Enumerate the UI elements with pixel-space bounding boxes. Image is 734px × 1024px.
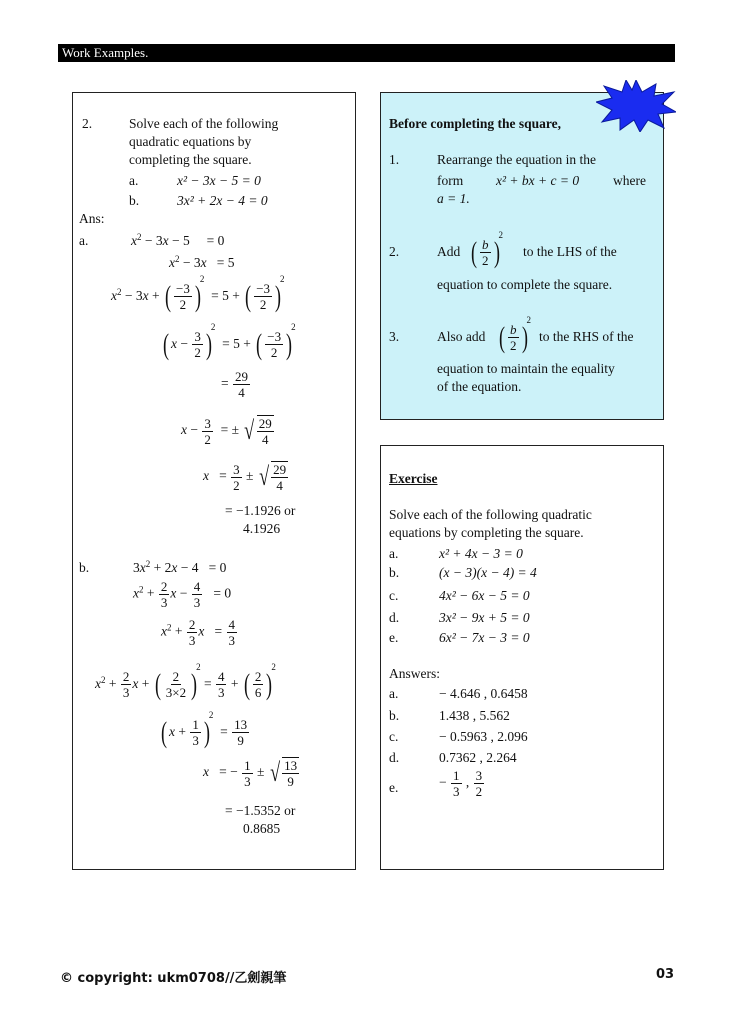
answer-value: − 4.646 , 0.6458 (439, 686, 528, 701)
a-step-5: = $\frac{29}{4}$ (221, 369, 248, 400)
step-3-number: 3. (389, 329, 400, 344)
b-step-1: $3x^2 + 2x - 4 = 0$ (133, 559, 227, 575)
question-b-label: b. (129, 193, 140, 208)
step-1-equation: x² + bx + c = 0 (496, 173, 580, 188)
answer-label: d. (389, 750, 400, 765)
answer-e-value: − $\frac{1}{3}$ , $\frac{3}{2}$ (439, 768, 483, 799)
step-1-form: form (437, 173, 464, 188)
question-line-3: completing the square. (129, 152, 252, 167)
exercise-label: a. (389, 546, 399, 561)
exercise-intro-1: Solve each of the following quadratic (389, 507, 592, 522)
worked-example-box (72, 92, 356, 870)
header-title: Work Examples. (62, 45, 149, 60)
b-step-5: ( x + $\frac{1}{3}$ )2 = $\frac{13}{9}$ (161, 710, 248, 749)
exercise-label: d. (389, 610, 400, 625)
answer-label: e. (389, 780, 399, 795)
tips-box (380, 92, 664, 420)
a-step-3: $x^2 - 3x$ + ( $\frac{-3}{2}$ )2 = 5 + ( $\frac{-3}{2}$ )2 (111, 274, 285, 313)
a-step-6: x − $\frac{3}{2}$ = ± √ $\frac{29}{4}$ (181, 415, 272, 447)
step-2-number: 2. (389, 244, 400, 259)
exercise-equation: x² + 4x − 3 = 0 (439, 546, 523, 561)
step-2-rest: to the LHS of the (523, 244, 617, 259)
copyright-text: © copyright: ukm0708//乙劍親筆 (60, 971, 287, 986)
question-number: 2. (82, 116, 93, 131)
exercise-equation: (x − 3)(x − 4) = 4 (439, 565, 537, 580)
exercise-label: e. (389, 630, 399, 645)
answer-value: 0.7362 , 2.264 (439, 750, 517, 765)
b-result-line-1: = −1.5352 or (225, 803, 296, 818)
question-a-equation: x² − 3x − 5 = 0 (177, 173, 261, 188)
answer-label: c. (389, 729, 399, 744)
step-3-add: Also add (437, 329, 486, 344)
question-line-2: quadratic equations by (129, 134, 252, 149)
b-step-3: $x^2$ + $\frac{2}{3}$ x = $\frac{4}{3}$ (161, 617, 235, 648)
a-result-line-2: 4.1926 (243, 521, 281, 536)
step-3-line-2: equation to maintain the equality (437, 361, 615, 376)
exercise-equation: 6x² − 7x − 3 = 0 (439, 630, 530, 645)
header-bar (58, 44, 675, 62)
b-step-2: $x^2$ + $\frac{2}{3}$ x − $\frac{4}{3}$ = 0 (133, 579, 232, 610)
exercise-equation: 3x² − 9x + 5 = 0 (439, 610, 530, 625)
step-3-line-3: of the equation. (437, 379, 522, 394)
step-1-number: 1. (389, 152, 400, 167)
step-2-add: Add (437, 244, 461, 259)
exercise-label: b. (389, 565, 400, 580)
exercise-intro-2: equations by completing the square. (389, 525, 584, 540)
step-2-line-2: equation to complete the square. (437, 277, 613, 292)
step-3-rest: to the RHS of the (539, 329, 634, 344)
step-1-condition: a = 1. (437, 191, 470, 206)
exercise-equation: 4x² − 6x − 5 = 0 (439, 588, 530, 603)
page-number: 03 (656, 967, 675, 982)
a-step-2: $x^2 - 3x = 5$ (169, 254, 235, 270)
a-step-4: ( x − $\frac{3}{2}$ )2 = 5 + ( $\frac{-3}{2}$ )2 (163, 322, 296, 361)
step-3-fraction: ( $\frac{b}{2}$ )2 (499, 315, 531, 354)
question-line-1: Solve each of the following (129, 116, 279, 131)
question-b-equation: 3x² + 2x − 4 = 0 (177, 193, 268, 208)
step-1-line-1: Rearrange the equation in the (437, 152, 596, 167)
part-a-label: a. (79, 233, 89, 248)
a-step-1: $x^2 - 3x - 5$ = 0 (131, 232, 225, 248)
answer-value: 1.438 , 5.562 (439, 708, 510, 723)
b-step-6: x = − $\frac{1}{3}$ ± √ $\frac{13}{9}$ (203, 757, 298, 789)
exercise-title: Exercise (389, 471, 438, 486)
a-result-line-1: = −1.1926 or (225, 503, 296, 518)
answer-label: Ans: (79, 211, 105, 226)
answers-label: Answers: (389, 666, 440, 681)
answer-label: a. (389, 686, 399, 701)
exercise-label: c. (389, 588, 399, 603)
step-1-where: where (613, 173, 646, 188)
part-b-label: b. (79, 560, 90, 575)
a-step-7: x = $\frac{3}{2}$ ± √ $\frac{29}{4}$ (203, 461, 287, 493)
b-step-4: $x^2$ + $\frac{2}{3}$ x + ( $\frac{2}{3\times 2}$ )2 = $\frac{4}{3}$ + ( $\frac{2}{6}$ )2 (95, 662, 276, 701)
exercise-box (380, 445, 664, 870)
starburst-icon (596, 80, 676, 132)
tips-title: Before completing the square, (389, 116, 561, 131)
b-result-line-2: 0.8685 (243, 821, 281, 836)
answer-label: b. (389, 708, 400, 723)
answer-value: − 0.5963 , 2.096 (439, 729, 528, 744)
step-2-fraction: ( $\frac{b}{2}$ )2 (471, 230, 503, 269)
question-a-label: a. (129, 173, 139, 188)
